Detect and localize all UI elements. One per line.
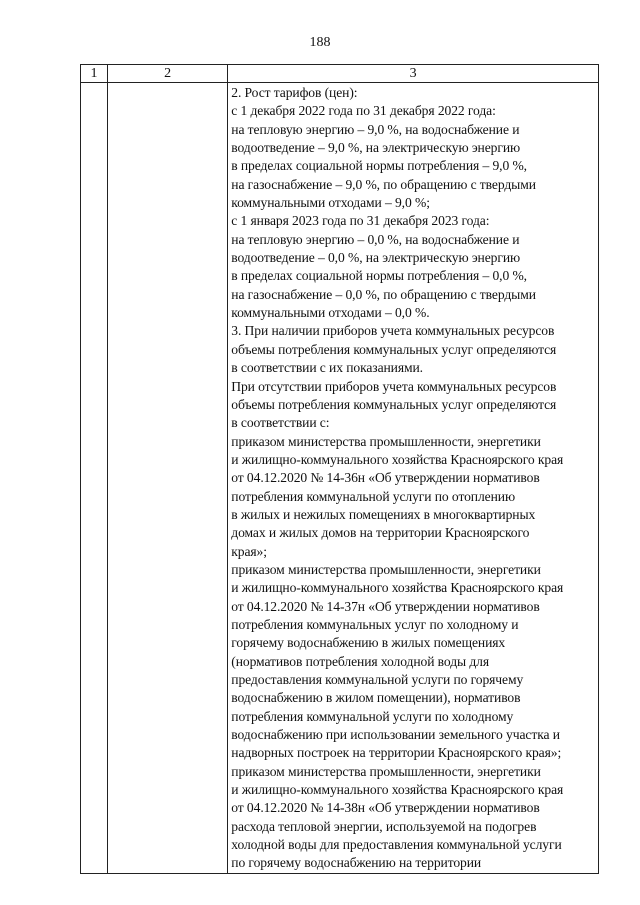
text-line: предоставления коммунальной услуги по горячему (231, 672, 524, 687)
text-line: в соответствии с: (231, 415, 330, 431)
text-line: домах и жилых домов на территории Красноярского (231, 525, 530, 541)
column-3-cell (228, 83, 599, 874)
text-line: потребления коммунальной услуги по отоплению (231, 488, 516, 504)
text-line: коммунальными отходами – 9,0 %; (231, 195, 430, 211)
text-line: в жилых и нежилых помещениях в многоквартирных (231, 506, 536, 522)
text-line: объемы потребления коммунальных услуг определяются (231, 396, 557, 412)
table-body-row (81, 83, 599, 874)
text-line: на газоснабжение – 0,0 %, по обращению с твердыми (231, 286, 536, 302)
text-line: на газоснабжение – 9,0 %, по обращению с твердыми (231, 176, 536, 192)
text-line: водоотведение – 9,0 %, на электрическую энергию (231, 140, 521, 156)
text-line: 2. Рост тарифов (цен): (231, 85, 358, 100)
text-line: от 04.12.2020 № 14-37н «Об утверждении нормативов (231, 598, 540, 614)
text-line: надворных построек на территории Красноярского края»; (231, 745, 562, 761)
text-line: и жилищно-коммунального хозяйства Красноярского края (231, 451, 564, 467)
column-2-cell (108, 83, 228, 874)
text-line: водоотведение – 0,0 %, на электрическую энергию (231, 250, 521, 266)
column-1-cell (81, 83, 108, 874)
text-line: по горячему водоснабжению на территории (231, 855, 482, 871)
text-line: объемы потребления коммунальных услуг определяются (231, 341, 557, 357)
text-line: водоснабжению в жилом помещении), нормативов (231, 690, 521, 706)
text-line: и жилищно-коммунального хозяйства Красноярского края (231, 782, 564, 798)
document-table (80, 64, 599, 874)
text-line: в пределах социальной нормы потребления – 9,0 %, (231, 158, 527, 174)
column-header-3: 3 (228, 65, 599, 83)
column-header-1: 1 (81, 65, 108, 83)
column-header-2: 2 (108, 65, 228, 83)
text-line: потребления коммунальной услуги по холодному (231, 708, 514, 724)
text-line: с 1 декабря 2022 года по 31 декабря 2022 года: (231, 103, 496, 119)
text-line: (нормативов потребления холодной воды для (231, 653, 490, 669)
page-number: 188 (309, 35, 331, 50)
text-line: коммунальными отходами – 0,0 %. (231, 305, 430, 321)
text-line: При отсутствии приборов учета коммунальных ресурсов (231, 378, 557, 394)
column-3-text (228, 83, 598, 873)
text-line: в соответствии с их показаниями. (231, 360, 423, 376)
text-line: водоснабжению при использовании земельного участка и (231, 727, 560, 743)
text-line: приказом министерства промышленности, энергетики (231, 433, 541, 449)
text-line: приказом министерства промышленности, энергетики (231, 561, 541, 577)
text-line: с 1 января 2023 года по 31 декабря 2023 года: (231, 213, 490, 229)
text-line: горячему водоснабжению в жилых помещениях (231, 635, 506, 651)
text-line: расхода тепловой энергии, используемой на подогрев (231, 818, 537, 834)
text-line: на тепловую энергию – 9,0 %, на водоснабжение и (231, 121, 520, 137)
text-line: 3. При наличии приборов учета коммунальных ресурсов (231, 323, 555, 339)
text-line: от 04.12.2020 № 14-38н «Об утверждении нормативов (231, 800, 540, 816)
text-line: края»; (231, 543, 267, 559)
text-line: и жилищно-коммунального хозяйства Красноярского края (231, 580, 564, 596)
text-line: на тепловую энергию – 0,0 %, на водоснабжение и (231, 231, 520, 247)
table-header-row (81, 65, 599, 83)
text-line: холодной воды для предоставления коммунальной услуги (231, 837, 562, 853)
text-line: приказом министерства промышленности, энергетики (231, 763, 541, 779)
text-line: от 04.12.2020 № 14-36н «Об утверждении нормативов (231, 470, 540, 486)
text-line: потребления коммунальных услуг по холодному и (231, 616, 519, 632)
text-line: в пределах социальной нормы потребления – 0,0 %, (231, 268, 527, 284)
